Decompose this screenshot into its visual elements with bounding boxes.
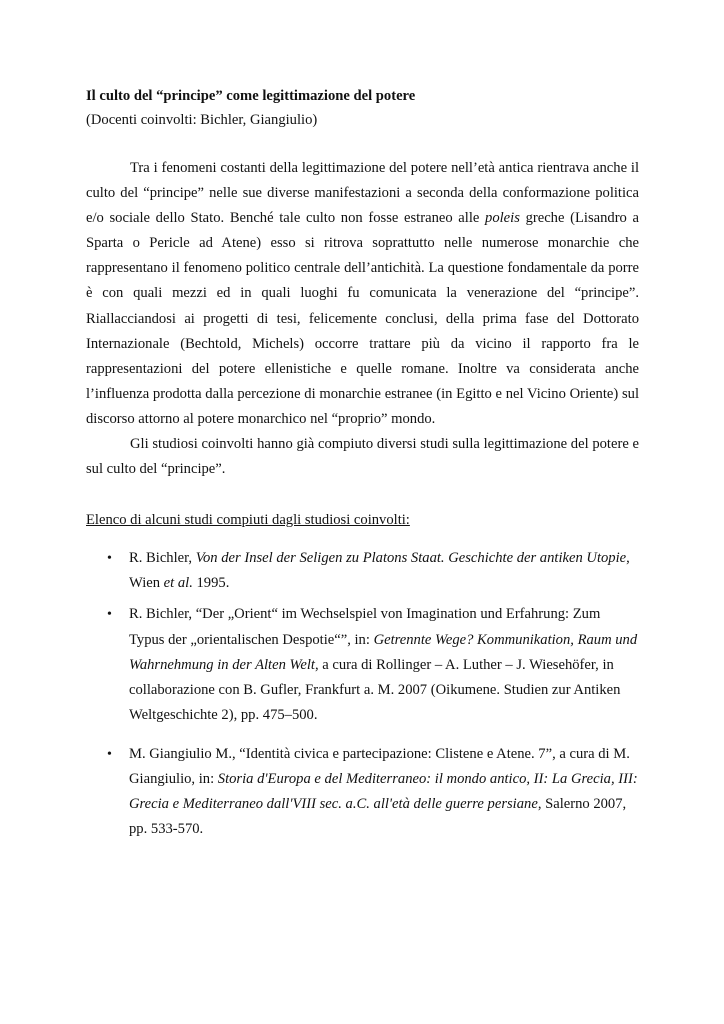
ref1-title: Von der Insel der Seligen zu Platons Staat. Geschichte der antiken Utopie	[195, 550, 627, 567]
ref1-text-c: , Wien	[129, 550, 630, 592]
ref2-text-a: R. Bichler, “Der „Orient“ im Wechselspiel von Imagination und Erfahrung: Zum Typus der „orientalischen Despotie“”, in:	[129, 606, 601, 648]
ref3-title: Storia d'Europa e del Mediterraneo: il mondo antico, II: La Grecia, III: Grecia e Mediterraneo dall'VIII sec. a.C. all'età delle guerre persiane	[129, 770, 638, 813]
ref3-text-a: M. Giangiulio M., “Identità civica e partecipazione: Clistene e Atene. 7”, a cura di M. Giangiulio, in:	[129, 745, 630, 787]
document-subtitle: (Docenti coinvolti: Bichler, Giangiulio)	[86, 112, 318, 128]
paragraph-1-italic-term: poleis	[485, 210, 520, 227]
bullet-icon: •	[107, 746, 112, 762]
paragraph-1-text-b: greche (Lisandro a Sparta o Pericle ad Atene) esso si ritrova soprattutto nelle numerose monarchie che rappresentano il fenomeno politico centrale dell’antichità. La questione fondamentale da porre è con quali mezzi ed in quali luoghi fu comunicata la venerazione del “principe”. Riallacciandosi ai progetti di tesi, felicemente conclusi, della prima fase del Dottorato Internazionale (Bechtold, Michels) occorre trattare più da vicino il rapporto fra le rappresentazioni del potere ellenistiche e quelle romane. Inoltre va considerata anche l’influenza prodotta dalla percezione di monarchie estranee (in Egitto e nel Vicino Oriente) sul discorso attorno al potere monarchico nel “proprio” mondo.	[86, 210, 639, 427]
document-title: Il culto del “principe” come legittimazione del potere	[86, 88, 416, 104]
bullet-icon: •	[107, 551, 112, 567]
list-item	[86, 602, 639, 727]
ref1-etal: et al.	[163, 575, 193, 592]
ref1-text-e: 1995.	[192, 575, 230, 592]
list-item	[86, 546, 639, 596]
ref2-title: Getrennte Wege? Kommunikation, Raum und Wahrnehmung in der Alten Welt	[129, 631, 638, 673]
document-content	[86, 84, 639, 848]
studies-list	[86, 546, 639, 842]
bullet-icon: •	[107, 607, 112, 623]
body-paragraph-2: Gli studiosi coinvolti hanno già compiuto diversi studi sulla legittimazione del potere e sul culto del “principe”.	[86, 436, 639, 478]
ref2-text-c: , a cura di Rollinger – A. Luther – J. Wiesehöfer, in collaborazione con B. Gufler, Frankfurt a. M. 2007 (Oikumene. Studien zur Antiken Weltgeschichte 2), pp. 475–500.	[129, 656, 621, 723]
list-item	[86, 742, 639, 842]
body-paragraph-1	[86, 156, 639, 432]
title-block	[86, 84, 639, 132]
ref3-text-c: , Salerno 2007, pp. 533-570.	[129, 796, 627, 838]
ref1-text-a: R. Bichler,	[129, 550, 196, 567]
studies-list-heading: Elenco di alcuni studi compiuti dagli studiosi coinvolti:	[86, 512, 410, 529]
paragraph-1-text-a: Tra i fenomeni costanti della legittimazione del potere nell’età antica rientrava anche il culto del “principe” nelle sue diverse manifestazioni a seconda della conformazione politica e/o sociale dello Stato. Benché tale culto non fosse estraneo alle	[86, 160, 639, 227]
